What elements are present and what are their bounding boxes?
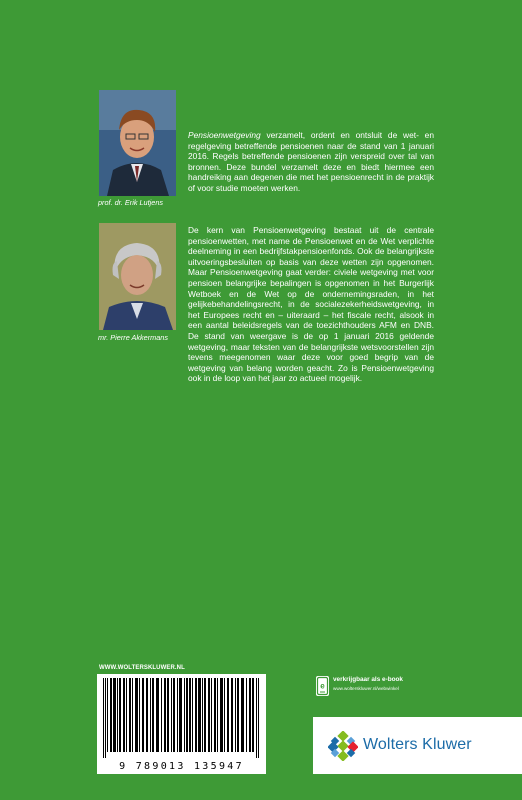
ebook-availability-label: verkrijgbaar als e-book — [333, 676, 403, 683]
description-paragraph-1-text: verzamelt, ordent en ontsluit de wet- en regelgeving betreffende pensioenen naar de stand van 1 januari 2016. Regels betreffende pensioenen zijn verspreid over tal van bronnen. Deze bundel verzamelt deze en biedt hiermee een handreiking aan degenen die met het pensioenrecht in de praktijk of voor studie moeten werken. — [188, 130, 434, 193]
publisher-logo-panel — [313, 717, 522, 774]
author-caption-pierre-akkermans: mr. Pierre Akkermans — [98, 333, 169, 342]
author-photo-pierre-akkermans — [99, 223, 176, 330]
description-paragraph-1 — [188, 130, 434, 194]
author-caption-erik-lutjens: prof. dr. Erik Lutjens — [98, 198, 164, 207]
description-paragraph-2: De kern van Pensioenwetgeving bestaat uit de centrale pensioenwetten, met name de Pensioenwet en de Wet verplichte deelneming in een bedrijfstakpensioenfonds. Ook de belangrijkste uitvoeringsbesluiten op basis van deze wetten zijn opgenomen. Maar Pensioenwetgeving gaat verder: civiele wetgeving met voor pensioen belangrijke bepalingen is opgenomen in het Burgerlijk Wetboek en de Wet op de ondernemingsraden, in het gelijkebehandelingsrecht, in de socialezekerheidswetgeving, in het Europees recht en – uiteraard – het fiscale recht, alsook in een aantal beleidsregels van de toezichthouders AFM en DNB. De stand van weergave is de op 1 januari 2016 geldende wetgeving, maar teksten van de belangrijkste wetsvoorstellen zijn tevens meegenomen waar deze voor goed begrip van de wetgeving van belang worden geacht. Zo is Pensioenwetgeving ook in de loop van het jaar zo actueel mogelijk. — [188, 225, 434, 384]
ebook-webshop-url[interactable]: www.wolterskluwer.nl/webwinkel — [333, 686, 399, 691]
barcode-bars — [97, 674, 266, 760]
publisher-name: Wolters Kluwer — [363, 736, 472, 753]
wolters-kluwer-logo-icon — [328, 731, 358, 761]
svg-text:e: e — [320, 681, 325, 691]
isbn-barcode — [97, 674, 266, 774]
book-title-italic: Pensioenwetgeving — [188, 130, 261, 140]
author-photo-erik-lutjens — [99, 90, 176, 196]
ebook-icon — [316, 676, 329, 696]
website-url[interactable]: WWW.WOLTERSKLUWER.NL — [99, 665, 185, 671]
isbn-digits: 9 789013 135947 — [119, 761, 244, 772]
